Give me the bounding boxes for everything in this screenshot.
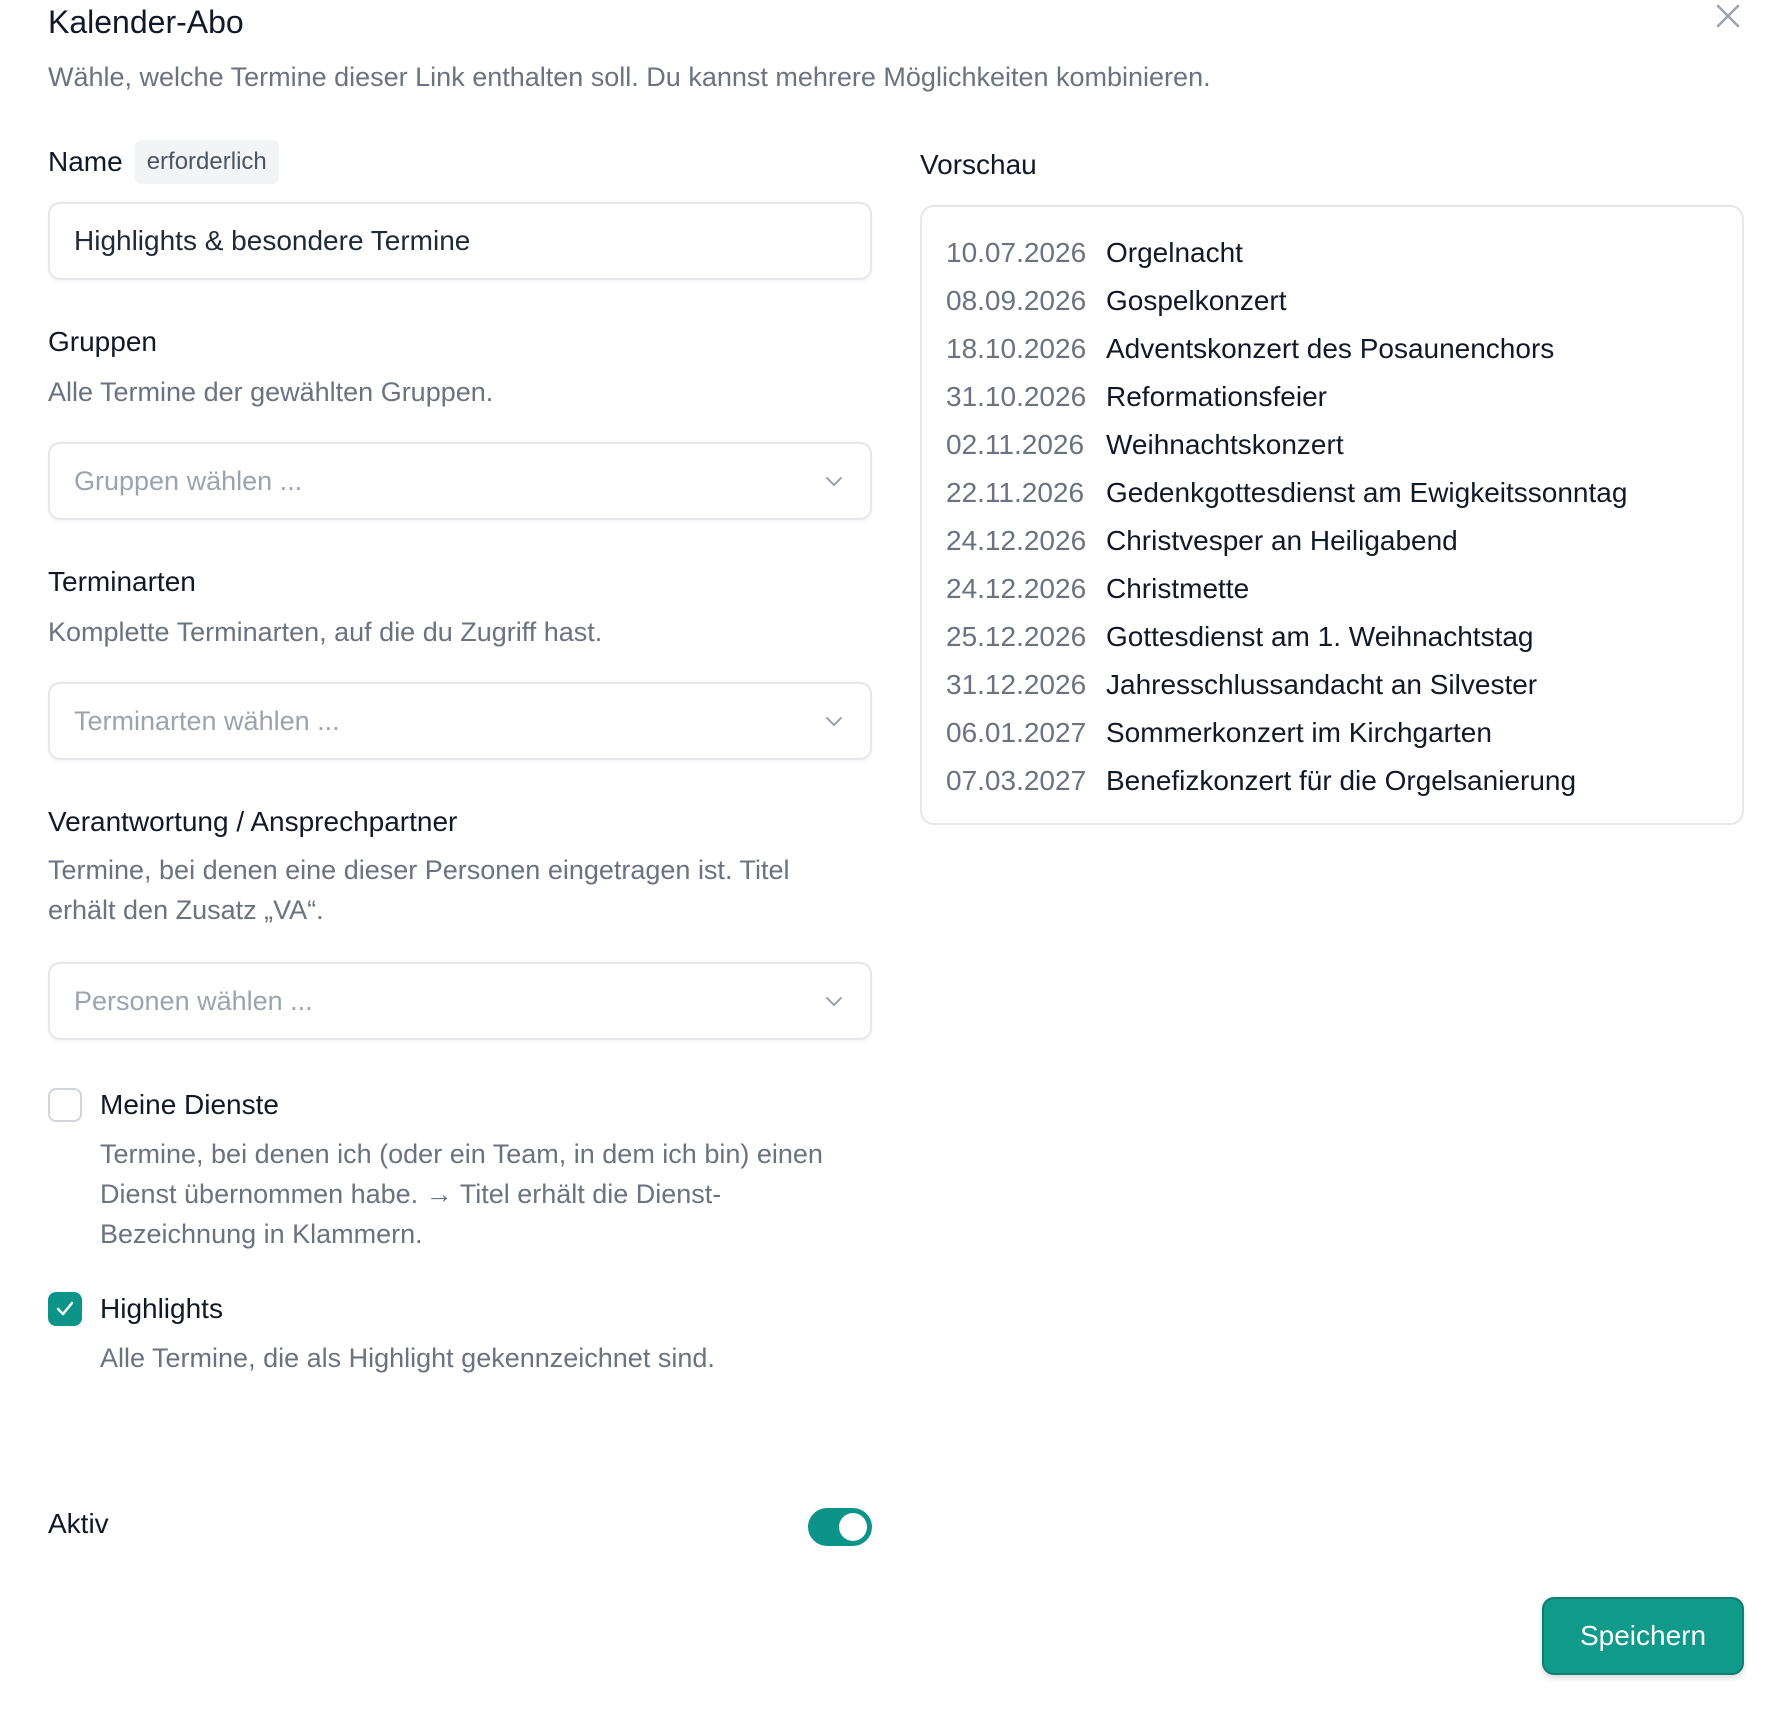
close-icon	[1712, 0, 1744, 32]
preview-item-date: 24.12.2026	[946, 573, 1087, 604]
name-label: Name	[48, 146, 123, 177]
preview-title: Vorschau	[920, 149, 1037, 180]
terminarten-select-placeholder: Terminarten wählen ...	[74, 705, 340, 736]
preview-item-date: 02.11.2026	[946, 429, 1085, 460]
preview-item-name: Gospelkonzert	[1106, 285, 1287, 316]
preview-item-name: Christvesper an Heiligabend	[1106, 525, 1458, 556]
highlights-label: Highlights	[100, 1293, 223, 1324]
name-input[interactable]	[48, 202, 872, 280]
preview-item-date: 31.10.2026	[946, 381, 1087, 412]
terminarten-title: Terminarten	[48, 566, 196, 597]
preview-item	[946, 613, 1718, 661]
preview-item-name: Jahresschlussandacht an Silvester	[1106, 669, 1538, 700]
preview-item	[946, 565, 1718, 613]
preview-item	[946, 373, 1718, 421]
toggle-knob	[839, 1513, 867, 1541]
preview-item-name: Orgelnacht	[1106, 237, 1243, 268]
verantwortung-description	[48, 850, 872, 930]
preview-item	[946, 469, 1718, 517]
preview-item	[946, 517, 1718, 565]
preview-item	[946, 229, 1718, 277]
preview-item-name: Benefizkonzert für die Orgelsanierung	[1106, 765, 1577, 796]
aktiv-label: Aktiv	[48, 1508, 109, 1539]
meine-dienste-description	[100, 1134, 872, 1254]
meine-dienste-checkbox[interactable]	[48, 1088, 82, 1122]
form-column	[48, 140, 872, 1378]
verantwortung-description-line: Termine, bei denen eine dieser Personen eingetragen ist. Titel	[48, 855, 790, 885]
preview-item-name: Christmette	[1106, 573, 1250, 604]
chevron-down-icon	[822, 989, 846, 1013]
preview-item-date: 10.07.2026	[946, 237, 1087, 268]
close-button[interactable]	[1712, 0, 1744, 32]
dialog-title: Kalender-Abo	[48, 4, 244, 40]
preview-item	[946, 661, 1718, 709]
meine-dienste-description-line: Termine, bei denen ich (oder ein Team, in dem ich bin) einen	[100, 1139, 823, 1169]
chevron-down-icon	[822, 469, 846, 493]
meine-dienste-row	[48, 1088, 872, 1122]
preview-item-name: Gottesdienst am 1. Weihnachtstag	[1106, 621, 1534, 652]
gruppen-select[interactable]	[48, 442, 872, 520]
preview-item	[946, 709, 1718, 757]
meine-dienste-description-line: Bezeichnung in Klammern.	[100, 1219, 423, 1249]
preview-box	[920, 205, 1744, 825]
preview-item-name: Gedenkgottesdienst am Ewigkeitssonntag	[1106, 477, 1628, 508]
save-button[interactable]: Speichern	[1542, 1597, 1744, 1675]
dialog-subtitle: Wähle, welche Termine dieser Link enthalten soll. Du kannst mehrere Möglichkeiten kombinieren.	[48, 62, 1211, 92]
preview-item	[946, 277, 1718, 325]
gruppen-select-placeholder: Gruppen wählen ...	[74, 465, 303, 496]
preview-item-date: 24.12.2026	[946, 525, 1087, 556]
preview-item-date: 08.09.2026	[946, 285, 1087, 316]
verantwortung-description-line: erhält den Zusatz „VA“.	[48, 895, 324, 925]
aktiv-toggle[interactable]	[808, 1508, 872, 1546]
preview-item	[946, 325, 1718, 373]
preview-item-name: Adventskonzert des Posaunenchors	[1106, 333, 1555, 364]
preview-list	[946, 229, 1718, 805]
highlights-description: Alle Termine, die als Highlight gekennzeichnet sind.	[100, 1343, 715, 1373]
preview-item-date: 25.12.2026	[946, 621, 1087, 652]
terminarten-description: Komplette Terminarten, auf die du Zugriff hast.	[48, 617, 603, 647]
highlights-checkbox[interactable]	[48, 1292, 82, 1326]
terminarten-select[interactable]	[48, 682, 872, 760]
preview-item-date: 18.10.2026	[946, 333, 1087, 364]
meine-dienste-label: Meine Dienste	[100, 1089, 279, 1120]
personen-select[interactable]	[48, 962, 872, 1040]
checkmark-icon	[54, 1298, 76, 1320]
required-badge: erforderlich	[135, 140, 279, 184]
chevron-down-icon	[822, 709, 846, 733]
gruppen-description: Alle Termine der gewählten Gruppen.	[48, 377, 494, 407]
preview-item-name: Sommerkonzert im Kirchgarten	[1106, 717, 1492, 748]
preview-column	[920, 140, 1744, 825]
meine-dienste-description-line: Dienst übernommen habe. → Titel erhält die Dienst-	[100, 1179, 722, 1209]
preview-item	[946, 421, 1718, 469]
preview-item-date: 06.01.2027	[946, 717, 1087, 748]
verantwortung-title: Verantwortung / Ansprechpartner	[48, 806, 458, 837]
personen-select-placeholder: Personen wählen ...	[74, 985, 313, 1016]
preview-item-date: 07.03.2027	[946, 765, 1087, 796]
name-field-label-row	[48, 140, 872, 184]
preview-item-date: 31.12.2026	[946, 669, 1087, 700]
highlights-row	[48, 1292, 872, 1326]
gruppen-title: Gruppen	[48, 326, 157, 357]
preview-item-date: 22.11.2026	[946, 477, 1085, 508]
preview-item-name: Reformationsfeier	[1106, 381, 1327, 412]
preview-item-name: Weihnachtskonzert	[1106, 429, 1344, 460]
preview-item	[946, 757, 1718, 805]
